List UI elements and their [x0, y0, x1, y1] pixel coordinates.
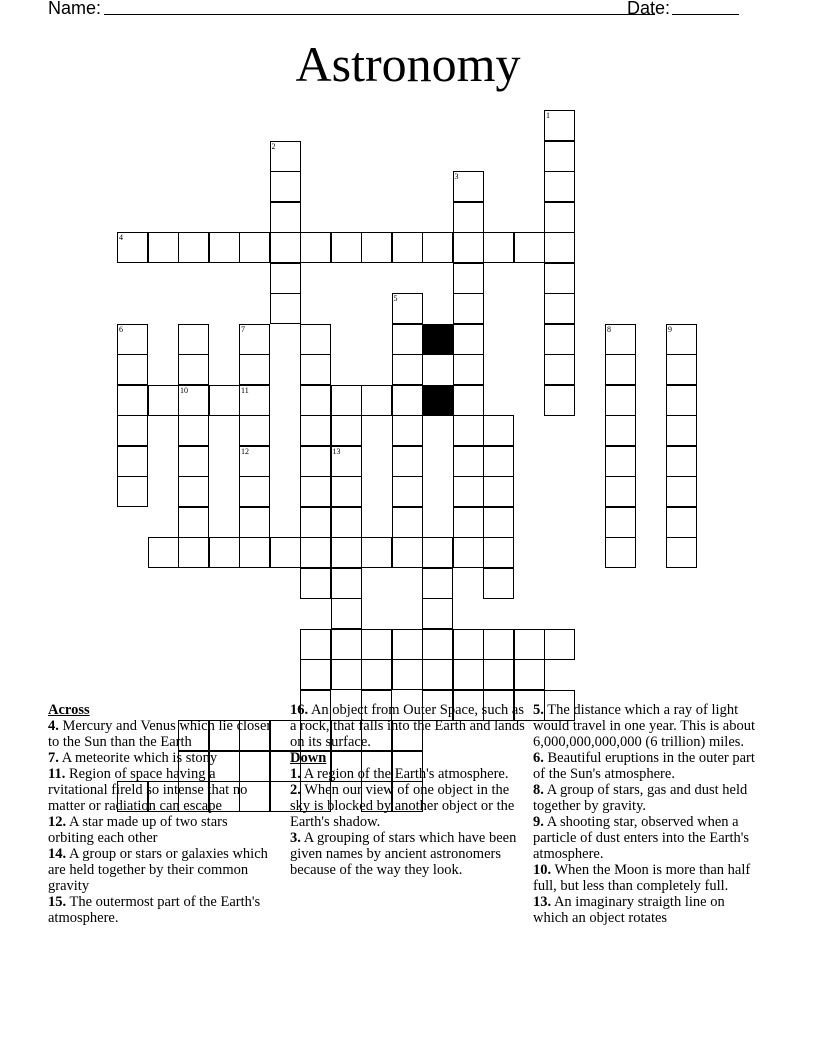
crossword-cell[interactable]: [117, 415, 148, 446]
crossword-cell[interactable]: [483, 476, 514, 507]
crossword-cell[interactable]: [544, 324, 575, 355]
crossword-cell[interactable]: [361, 385, 392, 416]
clue-number-label: 3: [454, 172, 459, 181]
clue-down-3: [290, 830, 525, 878]
clue-number-label: 1: [546, 111, 550, 120]
clue-down-5: [533, 702, 763, 750]
clue-number: 3.: [290, 830, 301, 846]
clue-number: 9.: [533, 814, 544, 830]
crossword-cell[interactable]: [209, 385, 240, 416]
clue-down-13: [533, 894, 763, 926]
clue-across-11: [48, 766, 276, 814]
crossword-cell[interactable]: [605, 476, 636, 507]
black-square: [422, 385, 453, 416]
clue-number-label: 7: [241, 324, 245, 334]
crossword-cell[interactable]: [392, 415, 423, 446]
clue-number: 10.: [533, 862, 552, 878]
crossword-cell[interactable]: [422, 232, 453, 263]
crossword-cell[interactable]: [605, 507, 636, 538]
crossword-cell[interactable]: [300, 324, 331, 355]
clue-number: 11.: [48, 766, 66, 782]
clue-across-15: [48, 894, 276, 926]
crossword-cell[interactable]: [544, 385, 575, 416]
crossword-cell[interactable]: [483, 659, 514, 690]
crossword-cell[interactable]: [392, 385, 423, 416]
crossword-cell[interactable]: [666, 507, 697, 538]
clue-number: 12.: [48, 814, 67, 830]
clue-text: The distance which a ray of light would travel in one year. This is about 6,000,000,000,000 (6 trillion) miles.: [533, 702, 756, 750]
crossword-cell[interactable]: [117, 354, 148, 385]
crossword-cell[interactable]: [361, 232, 392, 263]
crossword-cell[interactable]: [239, 232, 270, 263]
clue-number-label: 12: [241, 446, 249, 456]
crossword-cell[interactable]: [239, 537, 270, 568]
crossword-cell[interactable]: [361, 659, 392, 690]
crossword-cell[interactable]: [300, 415, 331, 446]
crossword-cell[interactable]: [544, 141, 575, 172]
clue-number-label: 10: [180, 385, 188, 395]
clue-number-label: 2: [271, 141, 276, 151]
crossword-cell[interactable]: [514, 232, 545, 263]
clue-number-label: 11: [241, 385, 249, 395]
name-label: Name:: [48, 0, 102, 18]
clue-number: 5.: [533, 702, 544, 718]
crossword-cell[interactable]: [483, 446, 514, 477]
crossword-cell[interactable]: [605, 324, 636, 355]
crossword-cell[interactable]: [453, 171, 484, 202]
crossword-cell[interactable]: [300, 507, 331, 538]
clue-number: 2.: [290, 782, 301, 798]
crossword-cell[interactable]: [605, 415, 636, 446]
crossword-cell[interactable]: [483, 537, 514, 568]
clue-text: The outermost part of the Earth's atmosphere.: [48, 894, 261, 926]
clue-text: A star made up of two stars orbiting each other: [48, 814, 228, 846]
crossword-cell[interactable]: [605, 446, 636, 477]
crossword-cell[interactable]: [331, 659, 362, 690]
clue-number: 8.: [533, 782, 544, 798]
clue-text: A shooting star, observed when a particle of dust enters into the Earth's atmosphere.: [533, 814, 750, 862]
clue-down-8: [533, 782, 763, 814]
crossword-cell[interactable]: [392, 507, 423, 538]
crossword-cell[interactable]: [178, 232, 209, 263]
clue-down-6: [533, 750, 763, 782]
crossword-cell[interactable]: [453, 385, 484, 416]
crossword-cell[interactable]: [300, 354, 331, 385]
clue-number: 4.: [48, 718, 59, 734]
crossword-cell[interactable]: [117, 385, 148, 416]
crossword-cell[interactable]: [178, 415, 209, 446]
crossword-cell[interactable]: [453, 202, 484, 233]
crossword-cell[interactable]: [605, 537, 636, 568]
crossword-cell[interactable]: [178, 354, 209, 385]
crossword-cell[interactable]: [453, 537, 484, 568]
crossword-cell[interactable]: [453, 232, 484, 263]
crossword-cell[interactable]: [392, 324, 423, 355]
crossword-cell[interactable]: [239, 507, 270, 538]
crossword-cell[interactable]: [361, 537, 392, 568]
clue-text: When our view of one object in the sky is blocked by another object or the Earth's shadow.: [290, 782, 515, 830]
clue-across-14: [48, 846, 276, 894]
crossword-cell[interactable]: [148, 232, 179, 263]
crossword-cell[interactable]: [270, 263, 301, 294]
clues-column-2: [290, 702, 525, 878]
crossword-cell[interactable]: [605, 354, 636, 385]
clue-number: 15.: [48, 894, 67, 910]
crossword-cell[interactable]: [117, 232, 148, 263]
crossword-cell[interactable]: [178, 476, 209, 507]
crossword-cell[interactable]: [453, 293, 484, 324]
crossword-cell[interactable]: [117, 446, 148, 477]
crossword-cell[interactable]: [331, 415, 362, 446]
crossword-cell[interactable]: [544, 354, 575, 385]
crossword-cell[interactable]: [422, 598, 453, 629]
crossword-cell[interactable]: [239, 415, 270, 446]
clue-number-label: 4: [119, 233, 123, 242]
crossword-cell[interactable]: [514, 629, 545, 660]
clue-text: When the Moon is more than half full, but less than completely full.: [533, 862, 751, 894]
crossword-cell[interactable]: [544, 263, 575, 294]
across-heading: Across: [48, 702, 90, 718]
crossword-cell[interactable]: [178, 446, 209, 477]
crossword-cell[interactable]: [392, 629, 423, 660]
clue-text: Mercury and Venus which lie closer to the Sun than the Earth: [48, 718, 272, 750]
crossword-cell[interactable]: [392, 232, 423, 263]
clue-text: An imaginary straigth line on which an object rotates: [533, 894, 725, 926]
crossword-cell[interactable]: [178, 537, 209, 568]
crossword-cell[interactable]: [453, 324, 484, 355]
crossword-cell[interactable]: [422, 568, 453, 599]
crossword-cell[interactable]: [209, 537, 240, 568]
crossword-cell[interactable]: [117, 476, 148, 507]
crossword-cell[interactable]: [331, 385, 362, 416]
crossword-cell[interactable]: [453, 354, 484, 385]
clue-across-12: [48, 814, 276, 846]
crossword-cell[interactable]: [483, 415, 514, 446]
crossword-cell[interactable]: [239, 476, 270, 507]
down-heading: Down: [290, 750, 327, 766]
crossword-cell[interactable]: [331, 507, 362, 538]
crossword-cell[interactable]: [239, 324, 270, 355]
clue-number: 16.: [290, 702, 309, 718]
crossword-cell[interactable]: [300, 476, 331, 507]
clue-down-9: [533, 814, 763, 862]
crossword-cell[interactable]: [666, 476, 697, 507]
crossword-cell[interactable]: [300, 537, 331, 568]
crossword-cell[interactable]: [483, 568, 514, 599]
crossword-cell[interactable]: [178, 507, 209, 538]
crossword-cell[interactable]: [270, 141, 301, 172]
crossword-cell[interactable]: [117, 324, 148, 355]
crossword-cell[interactable]: [392, 446, 423, 477]
crossword-cell[interactable]: [666, 324, 697, 355]
crossword-cell[interactable]: [331, 476, 362, 507]
clue-number-label: 8: [607, 324, 611, 334]
crossword-cell[interactable]: [300, 659, 331, 690]
crossword-cell[interactable]: [270, 202, 301, 233]
crossword-cell[interactable]: [544, 171, 575, 202]
crossword-cell[interactable]: [453, 476, 484, 507]
crossword-cell[interactable]: [270, 537, 301, 568]
crossword-cell[interactable]: [331, 568, 362, 599]
crossword-cell[interactable]: [392, 354, 423, 385]
crossword-cell[interactable]: [392, 293, 423, 324]
clues-column-3: [533, 702, 763, 926]
clue-down-10: [533, 862, 763, 894]
crossword-cell[interactable]: [270, 293, 301, 324]
crossword-cell[interactable]: [453, 659, 484, 690]
crossword-cell[interactable]: [544, 629, 575, 660]
crossword-cell[interactable]: [239, 354, 270, 385]
crossword-cell[interactable]: [178, 385, 209, 416]
clue-down-2: [290, 782, 525, 830]
clue-text: An object from Outer Space, such as a rock, that falls into the Earth and lands on its surface.: [290, 702, 525, 750]
crossword-cell[interactable]: [239, 385, 270, 416]
crossword-cell[interactable]: [544, 110, 575, 141]
clue-text: A meteorite which is stony: [61, 750, 218, 766]
crossword-cell[interactable]: [331, 537, 362, 568]
crossword-cell[interactable]: [544, 293, 575, 324]
crossword-cell[interactable]: [300, 629, 331, 660]
crossword-cell[interactable]: [148, 537, 179, 568]
crossword-cell[interactable]: [483, 629, 514, 660]
clue-across-4: [48, 718, 276, 750]
crossword-cell[interactable]: [331, 629, 362, 660]
crossword-cell[interactable]: [666, 415, 697, 446]
crossword-cell[interactable]: [148, 385, 179, 416]
crossword-cell[interactable]: [361, 629, 392, 660]
crossword-cell[interactable]: [300, 568, 331, 599]
black-square: [422, 324, 453, 355]
crossword-cell[interactable]: [270, 232, 301, 263]
crossword-cell[interactable]: [453, 263, 484, 294]
clues-column-1: [48, 702, 276, 926]
crossword-cell[interactable]: [331, 232, 362, 263]
clue-number: 7.: [48, 750, 59, 766]
page-title: Astronomy: [295, 36, 521, 92]
crossword-cell[interactable]: [544, 232, 575, 263]
crossword-cell[interactable]: [483, 507, 514, 538]
date-label: Date:: [627, 0, 671, 18]
crossword-cell[interactable]: [178, 324, 209, 355]
crossword-cell[interactable]: [514, 659, 545, 690]
clue-text: Beautiful eruptions in the outer part of the Sun's atmosphere.: [533, 750, 755, 782]
clue-down-1: [290, 766, 525, 782]
clue-text: A group or stars or galaxies which are held together by their common gravity: [48, 846, 268, 894]
crossword-cell[interactable]: [666, 446, 697, 477]
clue-number-label: 6: [119, 324, 123, 334]
crossword-cell[interactable]: [422, 629, 453, 660]
crossword-cell[interactable]: [422, 659, 453, 690]
clue-number: 14.: [48, 846, 67, 862]
clue-text: A group of stars, gas and dust held together by gravity.: [533, 782, 748, 814]
crossword-cell[interactable]: [209, 232, 240, 263]
crossword-cell[interactable]: [239, 446, 270, 477]
crossword-cell[interactable]: [605, 385, 636, 416]
crossword-cell[interactable]: [453, 446, 484, 477]
crossword-cell[interactable]: [544, 202, 575, 233]
crossword-cell[interactable]: [666, 537, 697, 568]
crossword-cell[interactable]: [483, 232, 514, 263]
clue-number: 1.: [290, 766, 301, 782]
clue-across-16: [290, 702, 525, 750]
crossword-cell[interactable]: [392, 537, 423, 568]
clue-text: A region of the Earth's atmosphere.: [303, 766, 509, 782]
crossword-cell[interactable]: [453, 507, 484, 538]
crossword-cell[interactable]: [270, 171, 301, 202]
clue-number: 6.: [533, 750, 544, 766]
crossword-cell[interactable]: [666, 385, 697, 416]
clue-number-label: 13: [332, 446, 341, 456]
crossword-cell[interactable]: [453, 629, 484, 660]
clue-text: Region of space having a rvitational fireld so intense that no matter or radiation can escape: [48, 766, 248, 814]
crossword-cell[interactable]: [422, 537, 453, 568]
crossword-cell[interactable]: [392, 476, 423, 507]
crossword-cell[interactable]: [666, 354, 697, 385]
clue-across-7: [48, 750, 276, 766]
crossword-cell[interactable]: [331, 598, 362, 629]
clue-number-label: 9: [668, 324, 672, 334]
crossword-cell[interactable]: [392, 659, 423, 690]
crossword-cell[interactable]: [300, 232, 331, 263]
crossword-cell[interactable]: [453, 415, 484, 446]
crossword-cell[interactable]: [331, 446, 362, 477]
clue-number-label: 5: [393, 294, 398, 303]
crossword-cell[interactable]: [300, 446, 331, 477]
clue-number: 13.: [533, 894, 552, 910]
clue-text: A grouping of stars which have been given names by ancient astronomers because of the way they look.: [290, 830, 517, 878]
crossword-cell[interactable]: [300, 385, 331, 416]
